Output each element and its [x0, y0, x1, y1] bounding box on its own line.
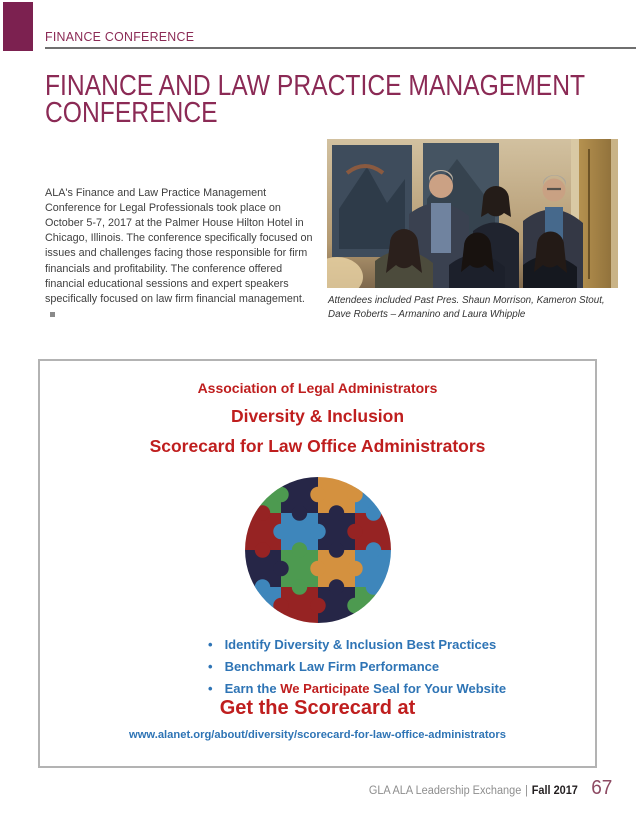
ad-bullet-3-highlight: We Participate — [280, 681, 370, 696]
bullet-dot-icon: • — [208, 659, 213, 674]
page-number: 67 — [590, 777, 612, 799]
footer-journal-name: GLA ALA Leadership Exchange — [368, 785, 521, 797]
footer-issue: Fall 2017 — [531, 785, 578, 797]
diversity-scorecard-ad — [38, 359, 597, 768]
ad-bullet-list — [208, 634, 506, 700]
ad-bullet-2 — [208, 656, 506, 678]
ad-bullet-1-text: Identify Diversity & Inclusion Best Practices — [224, 637, 497, 652]
ad-heading-diversity: Diversity & Inclusion — [230, 406, 405, 426]
conference-photo — [327, 139, 618, 288]
ad-url: www.alanet.org/about/diversity/scorecard-for-law-office-administrators — [129, 729, 506, 741]
page-title — [45, 70, 586, 129]
article-body-text: ALA's Finance and Law Practice Management Conference for Legal Professionals took place on October 5-7, 2017 at the Palmer House Hilton Hotel in Chicago, Illinois. The conference specifically focused on issues and challenges facing those responsible for firm financials and profitability. The conference offered financial educational sessions and expert speakers specifically focused on law firm financial management. — [45, 187, 313, 305]
article-body — [45, 186, 313, 322]
page-footer — [368, 777, 612, 800]
ad-bullet-1 — [208, 634, 506, 656]
ad-call-to-action: Get the Scorecard at — [219, 697, 416, 719]
bullet-dot-icon: • — [208, 681, 213, 696]
ad-organization: Association of Legal Administrators — [197, 380, 438, 396]
section-eyebrow: FINANCE CONFERENCE — [45, 29, 195, 44]
conference-photo-art — [327, 139, 618, 288]
ad-bullet-3-text: Earn the — [224, 681, 281, 696]
page-title-line1: FINANCE AND LAW PRACTICE MANAGEMENT — [45, 70, 586, 102]
end-of-article-marker — [50, 312, 55, 317]
page-title-line2: CONFERENCE — [45, 97, 218, 129]
corner-accent-square — [3, 2, 33, 51]
ad-bullet-2-text: Benchmark Law Firm Performance — [224, 659, 440, 674]
ad-bullet-3-tail: Seal for Your Website — [369, 681, 507, 696]
photo-caption: Attendees included Past Pres. Shaun Morrison, Kameron Stout, Dave Roberts – Armanino and Laura Whipple — [328, 295, 605, 320]
ad-heading-scorecard: Scorecard for Law Office Administrators — [149, 436, 486, 456]
puzzle-globe-art — [244, 476, 392, 624]
footer-separator: | — [524, 785, 528, 797]
header-divider — [45, 47, 636, 49]
bullet-dot-icon: • — [208, 637, 213, 652]
puzzle-globe — [244, 476, 392, 624]
